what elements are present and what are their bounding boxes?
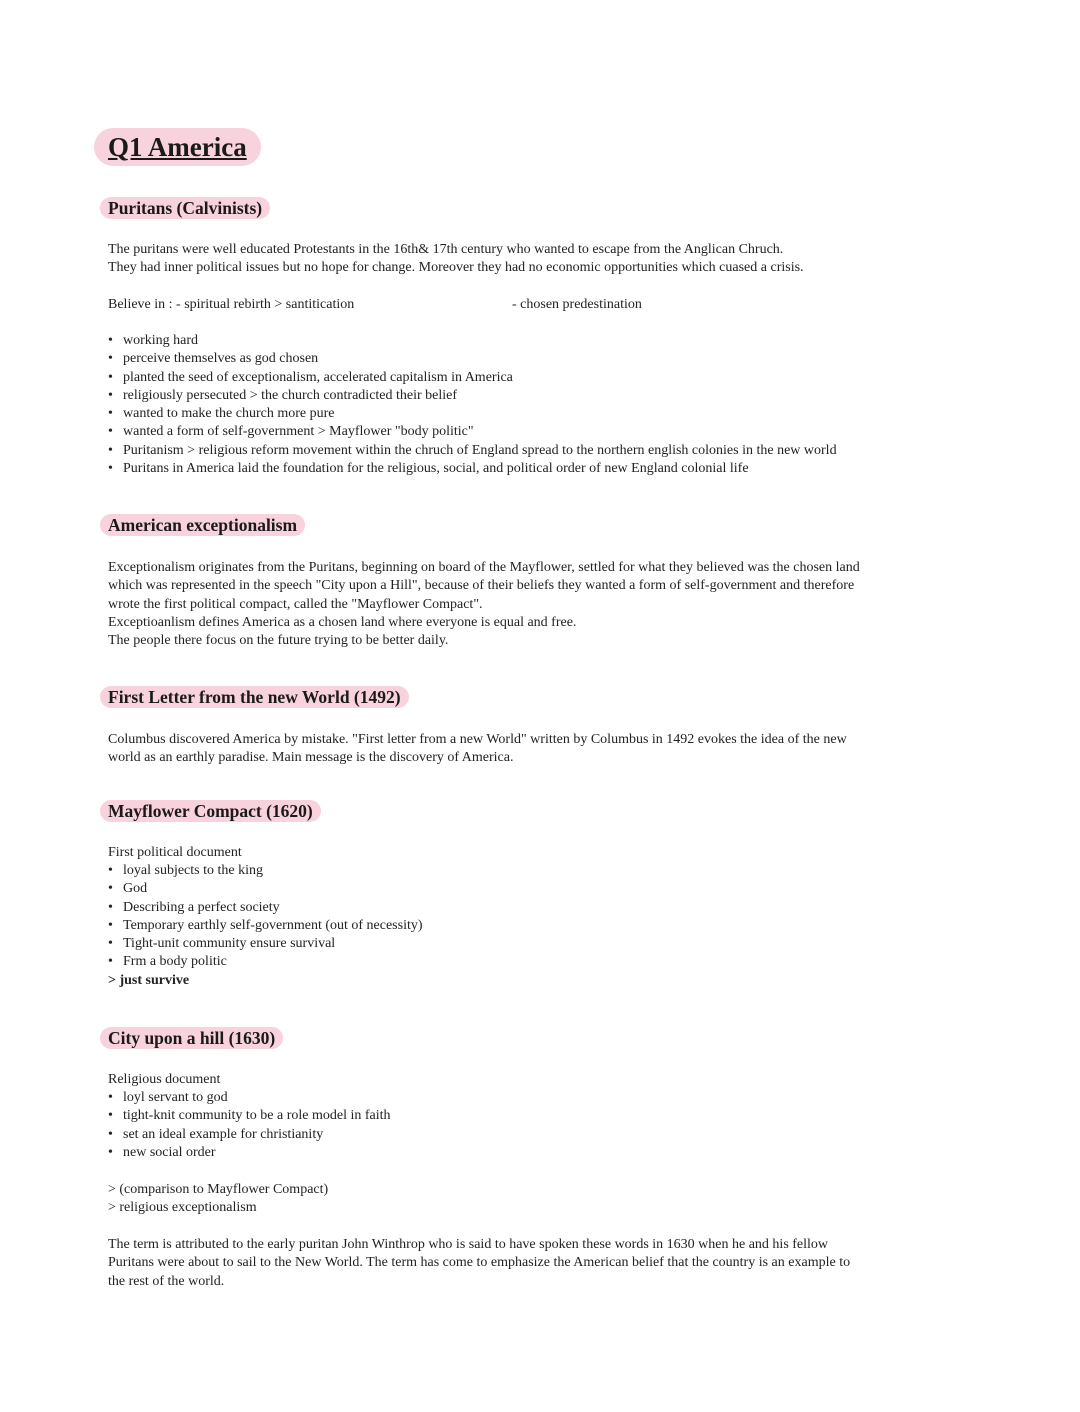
- paragraph-line: Exceptioanlism defines America as a chosen land where everyone is equal and free.: [108, 614, 577, 630]
- city-bullet-list: [107, 1089, 391, 1162]
- list-item: • new social order: [107, 1144, 391, 1162]
- list-item: • loyl servant to god: [107, 1089, 391, 1107]
- list-item: • religiously persecuted > the church contradicted their belief: [107, 387, 837, 405]
- city-notes: [108, 1181, 328, 1218]
- paragraph-line: world as an earthly paradise. Main message is the discovery of America.: [108, 750, 514, 766]
- city-intro: Religious document: [108, 1072, 221, 1087]
- paragraph-line: wrote the first political compact, called the "Mayflower Compact".: [108, 596, 483, 612]
- list-item: • loyal subjects to the king: [107, 862, 423, 880]
- believe-in-label: Believe in : - spiritual rebirth > santitication: [108, 297, 355, 312]
- list-item: • tight-knit community to be a role model in faith: [107, 1107, 391, 1125]
- heading-puritans: Puritans (Calvinists): [100, 197, 270, 219]
- list-item: • Temporary earthly self-government (out of necessity): [107, 917, 423, 935]
- list-item: • Puritanism > religious reform movement within the chruch of England spread to the northern english colonies in the new world: [107, 442, 837, 460]
- heading-city-upon-hill: City upon a hill (1630): [100, 1027, 283, 1049]
- list-item: • perceive themselves as god chosen: [107, 350, 837, 368]
- paragraph-line: which was represented in the speech "City upon a Hill", because of their beliefs they wanted a form of self-government and therefore: [108, 578, 855, 594]
- list-item: • Tight-unit community ensure survival: [107, 935, 423, 953]
- puritans-para-line: They had inner political issues but no hope for change. Moreover they had no economic opportunities which cuased a crisis.: [108, 260, 804, 276]
- page-title: Q1 America: [94, 128, 261, 166]
- heading-exceptionalism: American exceptionalism: [100, 514, 305, 536]
- paragraph-line: Columbus discovered America by mistake. "First letter from a new World" written by Columbus in 1492 evokes the idea of the new: [108, 732, 847, 747]
- puritans-bullet-list: [107, 332, 837, 478]
- list-item: • Puritans in America laid the foundation for the religious, social, and political order of new England colonial life: [107, 460, 837, 478]
- note-line: > (comparison to Mayflower Compact): [108, 1182, 329, 1197]
- paragraph-line: The term is attributed to the early puritan John Winthrop who is said to have spoken these words in 1630 when he and his fellow: [108, 1237, 829, 1252]
- list-item: • planted the seed of exceptionalism, accelerated capitalism in America: [107, 369, 837, 387]
- list-item: • Describing a perfect society: [107, 899, 423, 917]
- list-item: • working hard: [107, 332, 837, 350]
- mayflower-conclusion: > just survive: [108, 973, 190, 988]
- list-item: • God: [107, 880, 423, 898]
- heading-mayflower: Mayflower Compact (1620): [100, 800, 321, 822]
- paragraph-line: Exceptionalism originates from the Puritans, beginning on board of the Mayflower, settled for what they believed was the chosen land: [108, 560, 860, 575]
- list-item: • wanted a form of self-government > Mayflower "body politic": [107, 423, 837, 441]
- list-item: • wanted to make the church more pure: [107, 405, 837, 423]
- heading-first-letter: First Letter from the new World (1492): [100, 686, 409, 708]
- city-paragraph: [108, 1236, 850, 1291]
- note-line: > religious exceptionalism: [108, 1200, 257, 1216]
- believe-in-right: - chosen predestination: [512, 297, 642, 312]
- mayflower-bullet-list: [107, 862, 423, 972]
- exceptionalism-paragraph: [108, 559, 860, 650]
- paragraph-line: Puritans were about to sail to the New World. The term has come to emphasize the American belief that the country is an example to: [108, 1255, 851, 1271]
- list-item: • set an ideal example for christianity: [107, 1126, 391, 1144]
- list-item: • Frm a body politic: [107, 953, 423, 971]
- paragraph-line: The people there focus on the future trying to be better daily.: [108, 633, 449, 649]
- puritans-para-line: The puritans were well educated Protestants in the 16th& 17th century who wanted to escape from the Anglican Chruch.: [108, 242, 784, 257]
- mayflower-intro: First political document: [108, 845, 242, 860]
- puritans-paragraph: [108, 241, 804, 278]
- first-letter-paragraph: [108, 731, 847, 768]
- paragraph-line: the rest of the world.: [108, 1273, 225, 1289]
